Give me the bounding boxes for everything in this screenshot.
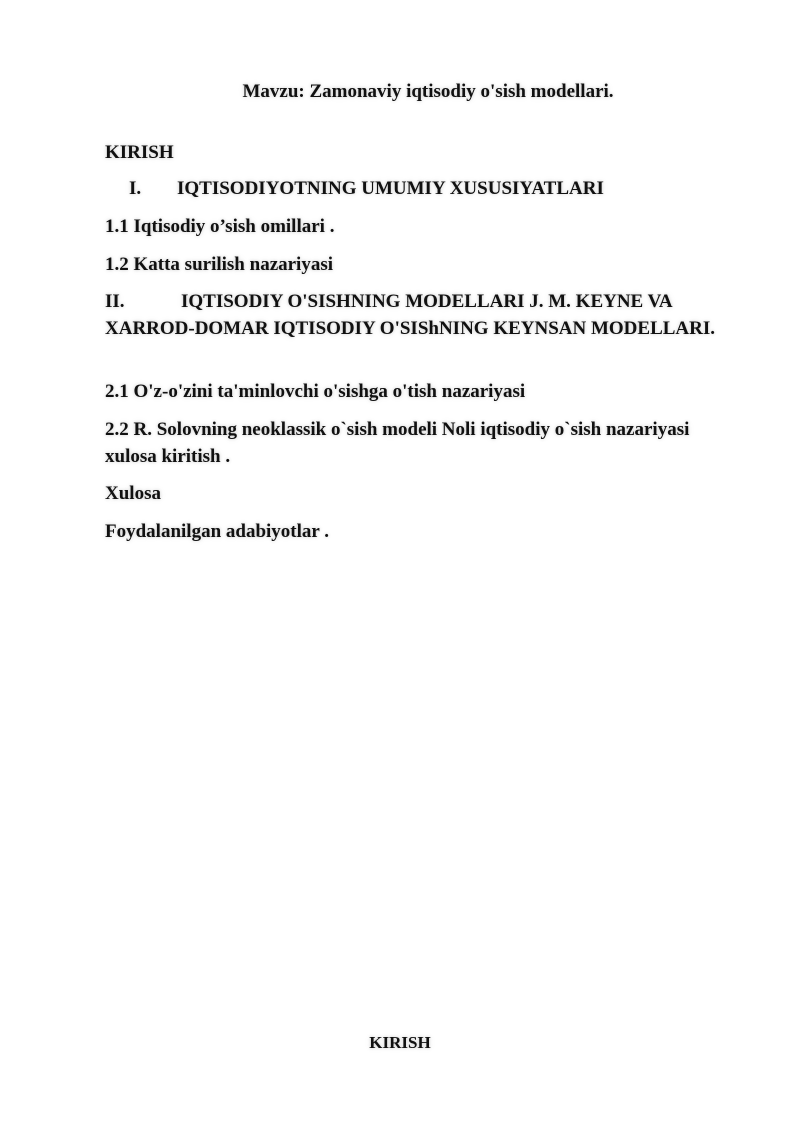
toc-item-2-2: 2.2 R. Solovning neoklassik o`sish modeli Noli iqtisodiy o`sish nazariyasi xulosa kiritish . <box>105 419 690 467</box>
toc-item-1-2: 1.2 Katta surilish nazariyasi <box>105 254 334 275</box>
toc-item-2-1: 2.1 O'z-o'zini ta'minlovchi o'sishga o'tish nazariyasi <box>105 381 526 402</box>
toc-conclusion: Xulosa <box>105 483 161 504</box>
toc-section-2-heading: IQTISODIY O'SISHNING MODELLARI J. M. KEYNE VA XARROD-DOMAR IQTISODIY O'SIShNING KEYNSAN MODELLARI. <box>105 291 716 339</box>
toc-references: Foydalanilgan adabiyotlar . <box>105 521 330 542</box>
toc-section-1-number: I. <box>129 178 142 199</box>
toc-intro: KIRISH <box>105 142 174 163</box>
toc-section-2 <box>105 288 755 342</box>
toc-item-1-1: 1.1 Iqtisodiy o’sish omillari . <box>105 216 335 237</box>
toc-section-1 <box>129 175 604 202</box>
toc-section-1-heading: IQTISODIYOTNING UMUMIY XUSUSIYATLARI <box>177 178 604 199</box>
toc-section-2-number: II. <box>105 291 125 312</box>
section-heading-kirish: KIRISH <box>369 1033 431 1052</box>
document-title: Mavzu: Zamonaviy iqtisodiy o'sish modellari. <box>242 81 614 102</box>
